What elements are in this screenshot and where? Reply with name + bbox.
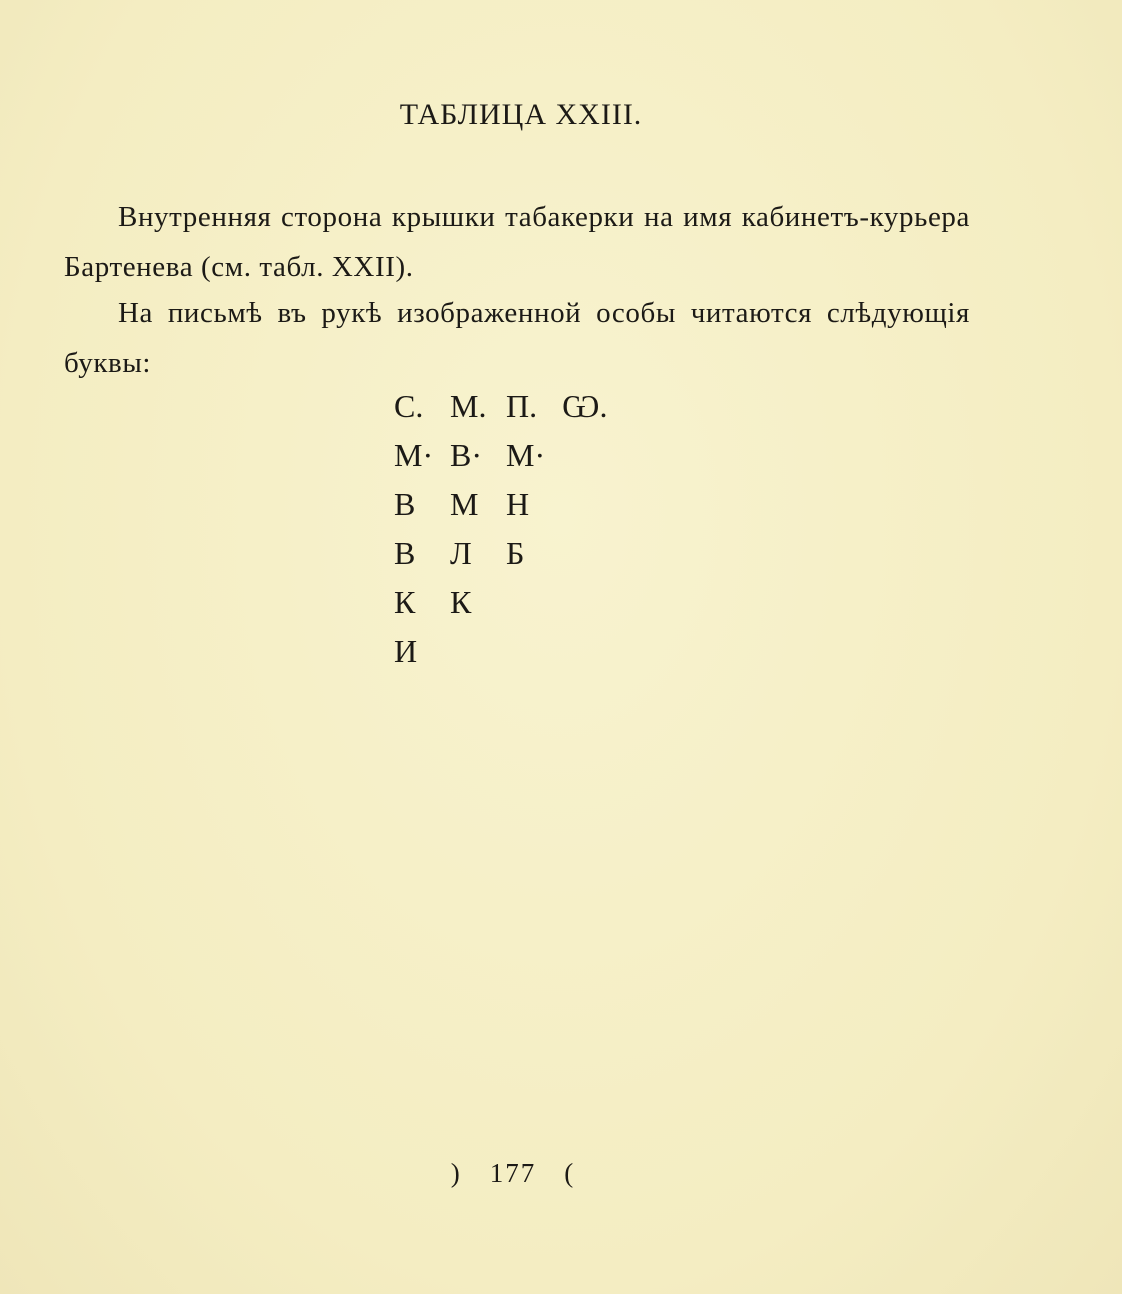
letter: И — [394, 633, 418, 669]
letters-table — [394, 382, 618, 676]
letters-row-2 — [394, 431, 618, 480]
letter: В — [394, 486, 416, 522]
letter: П. — [506, 388, 538, 424]
letter: Ѡ. — [562, 388, 608, 424]
letters-row-3 — [394, 480, 618, 529]
paragraph-description: Внутренняя сторона крышки табакерки на имя кабинетъ-курьера Бартенева (см. табл. XXII). — [64, 201, 970, 283]
letter: В — [394, 535, 416, 571]
letters-row-6 — [394, 627, 618, 676]
letter: М. — [450, 388, 487, 424]
letters-row-5 — [394, 578, 618, 627]
page-number-footer — [0, 1158, 1026, 1189]
page-number: 177 — [489, 1158, 537, 1188]
page-title: ТАБЛИЦА XXIII. — [399, 98, 643, 131]
letter: В· — [450, 437, 482, 473]
letter: М — [450, 486, 479, 522]
letter: М· — [394, 437, 434, 473]
letters-row-1 — [394, 382, 618, 431]
page-number-right-mark: ( — [564, 1158, 576, 1188]
letter: С. — [394, 388, 424, 424]
letter: Н — [506, 486, 530, 522]
letter: К — [394, 584, 416, 620]
letter: М· — [506, 437, 546, 473]
letter: К — [450, 584, 472, 620]
page-number-left-mark: ) — [450, 1158, 462, 1188]
letters-row-4 — [394, 529, 618, 578]
paragraph-letters-intro: На письмѣ въ рукѣ изображенной особы читаются слѣдующія буквы: — [64, 297, 970, 379]
letter: Л — [450, 535, 472, 571]
letter: Б — [506, 535, 525, 571]
